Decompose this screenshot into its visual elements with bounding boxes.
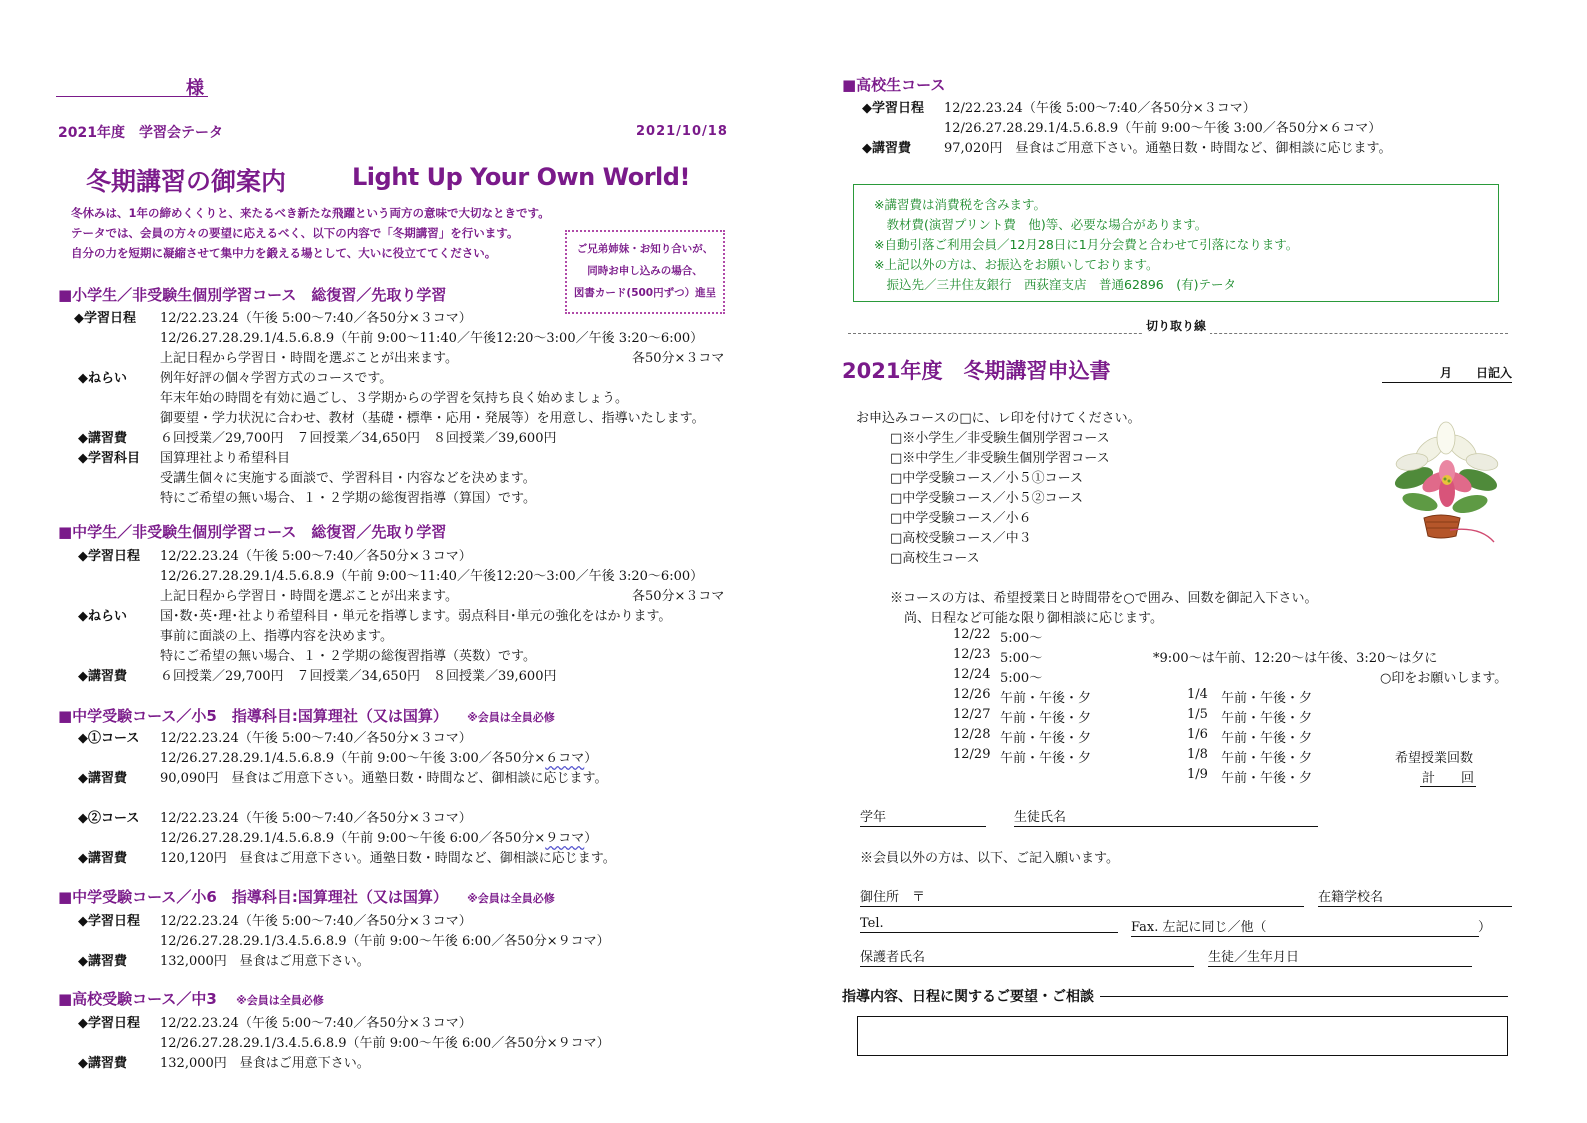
schedule-date: 12/28 bbox=[953, 727, 991, 742]
guardian-name-field[interactable] bbox=[860, 946, 1194, 967]
addressee-sama: 様 bbox=[186, 78, 204, 99]
schedule-text: 12/22.23.24（午後 5:00～7:40／各50分×３コマ） bbox=[160, 549, 472, 564]
fax-paren-close: ） bbox=[1478, 920, 1492, 935]
label-schedule: ◆学習日程 bbox=[74, 311, 136, 326]
schedule-date: 12/27 bbox=[953, 707, 991, 722]
schedule-text: 12/22.23.24（午後 5:00～7:40／各50分×３コマ） bbox=[160, 1016, 472, 1031]
subject-text: 受講生個々に実施する面談で、学習科目・内容などを決めます。 bbox=[160, 471, 536, 486]
form-note: ※コースの方は、希望授業日と時間帯を○で囲み、回数を御記入下さい。 bbox=[890, 591, 1318, 606]
form-instruction: お申込みコースの□に、レ印を付けてください。 bbox=[856, 411, 1141, 426]
fee-note: ※自動引落ご利用会員／12月28日に1月分会費と合わせて引落になります。 bbox=[874, 237, 1299, 252]
form-title: 2021年度 冬期講習申込書 bbox=[842, 359, 1111, 383]
grade-label: 学年 bbox=[860, 810, 887, 825]
schedule-date: 1/8 bbox=[1187, 747, 1208, 762]
label-fee: ◆講習費 bbox=[78, 669, 127, 684]
section-heading-elementary: ■小学生／非受験生個別学習コース 総復習／先取り学習 bbox=[58, 286, 447, 304]
date-fill-field[interactable]: 月 日記入 bbox=[1382, 364, 1512, 383]
student-name-field[interactable] bbox=[1014, 806, 1318, 827]
fax-field[interactable] bbox=[1131, 916, 1479, 937]
page-title-jp: 冬期講習の御案内 bbox=[86, 167, 287, 196]
schedule-slot[interactable]: 午前・午後・夕 bbox=[1000, 691, 1092, 706]
schedule-text bbox=[160, 747, 597, 766]
required-note: ※会員は全員必修 bbox=[236, 994, 324, 1007]
schedule-date: 1/6 bbox=[1187, 727, 1208, 742]
section-heading-high-school: ■高校生コース bbox=[842, 76, 946, 94]
schedule-slot[interactable]: 5:00～ bbox=[1000, 671, 1043, 686]
label-subject: ◆学習科目 bbox=[78, 451, 140, 466]
heading-text: ■中学受験コース／小6 指導科目:国算理社（又は国算） bbox=[58, 888, 448, 906]
fee-note: ※上記以外の方は、お振込をお願いしております。 bbox=[874, 257, 1159, 272]
fee-note: 教材費(演習プリント費 他)等、必要な場合があります。 bbox=[874, 217, 1208, 232]
schedule-text-main: 12/26.27.28.29.1/4.5.6.8.9（午前 9:00～午後 3:00／各50分× bbox=[160, 751, 546, 766]
notice-line-3: 図書カード(500円ずつ）進呈 bbox=[573, 287, 717, 299]
school-label: 在籍学校名 bbox=[1318, 890, 1384, 905]
intro-line-3: 自分の力を短期に凝縮させて集中力を鍛える場として、大いに役立ててください。 bbox=[71, 246, 497, 260]
schedule-text: 12/26.27.28.29.1/3.4.5.6.8.9（午前 9:00～午後 6:00／各50分×９コマ） bbox=[160, 934, 610, 949]
schedule-text bbox=[160, 827, 597, 846]
course-checkbox[interactable]: □高校受験コース／中３ bbox=[890, 531, 1032, 546]
label-course-1: ◆①コース bbox=[78, 731, 140, 746]
section-heading-jhs-exam-5 bbox=[58, 705, 555, 726]
label-schedule: ◆学習日程 bbox=[862, 101, 924, 116]
schedule-date: 1/9 bbox=[1187, 767, 1208, 782]
schedule-text: 各50分×３コマ bbox=[632, 589, 725, 604]
schedule-date: 1/4 bbox=[1187, 687, 1208, 702]
tel-label: Tel. bbox=[860, 916, 884, 931]
schedule-slot[interactable]: 午前・午後・夕 bbox=[1221, 691, 1313, 706]
schedule-text: 12/26.27.28.29.1/3.4.5.6.8.9（午前 9:00～午後 6:00／各50分×９コマ） bbox=[160, 1036, 610, 1051]
course-checkbox[interactable]: □高校生コース bbox=[890, 551, 980, 566]
schedule-slot[interactable]: 午前・午後・夕 bbox=[1221, 751, 1313, 766]
address-field[interactable] bbox=[860, 886, 1304, 907]
heading-text: ■高校受験コース／中3 bbox=[58, 990, 217, 1008]
label-schedule: ◆学習日程 bbox=[78, 549, 140, 564]
schedule-text: 12/26.27.28.29.1/4.5.6.8.9（午前 9:00～11:40／午後12:20～3:00／午後 3:20～6:00） bbox=[160, 569, 704, 584]
time-note: ○印をお願いします。 bbox=[1380, 671, 1508, 686]
koma-count: ９コマ bbox=[545, 831, 585, 846]
schedule-text: 12/22.23.24（午後 5:00～7:40／各50分×３コマ） bbox=[944, 101, 1256, 116]
time-note: *9:00～は午前、12:20～は午後、3:20～は夕に bbox=[1153, 651, 1438, 666]
fee-text: ６回授業／29,700円 ７回授業／34,650円 ８回授業／39,600円 bbox=[160, 431, 557, 446]
schedule-slot[interactable]: 午前・午後・夕 bbox=[1000, 711, 1092, 726]
schedule-text: 上記日程から学習日・時間を選ぶことが出来ます。 bbox=[160, 589, 458, 604]
schedule-text: 12/22.23.24（午後 5:00～7:40／各50分×３コマ） bbox=[160, 311, 472, 326]
aim-text: 特にご希望の無い場合、１・２学期の総復習指導（英数）です。 bbox=[160, 649, 536, 664]
aim-text: 事前に面談の上、指導内容を決めます。 bbox=[160, 629, 393, 644]
intro-line-2: テータでは、会員の方々の要望に応えるべく、以下の内容で「冬期講習」を行います。 bbox=[71, 226, 519, 240]
schedule-text: 12/26.27.28.29.1/4.5.6.8.9（午前 9:00～11:40／午後12:20～3:00／午後 3:20～6:00） bbox=[160, 331, 704, 346]
schedule-text: 12/22.23.24（午後 5:00～7:40／各50分×３コマ） bbox=[160, 731, 472, 746]
course-checkbox[interactable]: □中学受験コース／小５①コース bbox=[890, 471, 1083, 486]
notice-line-1: ご兄弟姉妹・お知り合いが、 bbox=[576, 243, 714, 255]
label-fee: ◆講習費 bbox=[78, 1056, 127, 1071]
lesson-count-label: 希望授業回数 bbox=[1395, 751, 1474, 766]
label-course-2: ◆②コース bbox=[78, 811, 140, 826]
address-label: 御住所 〒 bbox=[860, 890, 926, 905]
label-schedule: ◆学習日程 bbox=[78, 914, 140, 929]
fee-text: 97,020円 昼食はご用意下さい。通塾日数・時間など、御相談に応じます。 bbox=[944, 141, 1392, 156]
schedule-text: 12/26.27.28.29.1/4.5.6.8.9（午前 9:00～午後 3:00／各50分×６コマ） bbox=[944, 121, 1382, 136]
heading-text: ■中学受験コース／小5 指導科目:国算理社（又は国算） bbox=[58, 707, 448, 725]
label-fee: ◆講習費 bbox=[78, 851, 127, 866]
schedule-slot[interactable]: 午前・午後・夕 bbox=[1000, 751, 1092, 766]
birthday-label: 生徒／生年月日 bbox=[1208, 950, 1300, 965]
paren-close: ） bbox=[584, 751, 598, 766]
schedule-slot[interactable]: 5:00～ bbox=[1000, 651, 1043, 666]
schedule-text: 12/22.23.24（午後 5:00～7:40／各50分×３コマ） bbox=[160, 811, 472, 826]
fee-note: ※講習費は消費税を含みます。 bbox=[874, 197, 1046, 212]
subject-text: 特にご希望の無い場合、１・２学期の総復習指導（算国）です。 bbox=[160, 491, 536, 506]
birthday-field[interactable] bbox=[1208, 946, 1472, 967]
sibling-notice-box bbox=[565, 230, 725, 314]
schedule-text: 12/22.23.24（午後 5:00～7:40／各50分×３コマ） bbox=[160, 914, 472, 929]
fee-text: 120,120円 昼食はご用意下さい。通塾日数・時間など、御相談に応じます。 bbox=[160, 851, 616, 866]
label-fee: ◆講習費 bbox=[78, 431, 127, 446]
label-fee: ◆講習費 bbox=[78, 954, 127, 969]
schedule-text-main: 12/26.27.28.29.1/4.5.6.8.9（午前 9:00～午後 6:00／各50分× bbox=[160, 831, 546, 846]
subject-text: 国算理社より希望科目 bbox=[160, 451, 291, 466]
page-title-en: Light Up Your Own World! bbox=[352, 163, 690, 191]
schedule-date: 12/24 bbox=[953, 667, 991, 682]
section-heading-junior-high: ■中学生／非受験生個別学習コース 総復習／先取り学習 bbox=[58, 523, 447, 541]
issue-date: 2021/10/18 bbox=[636, 124, 728, 139]
course-checkbox[interactable]: □中学受験コース／小６ bbox=[890, 511, 1032, 526]
guardian-name-label: 保護者氏名 bbox=[860, 950, 926, 965]
fee-text: 132,000円 昼食はご用意下さい。 bbox=[160, 1056, 370, 1071]
schedule-text: 上記日程から学習日・時間を選ぶことが出来ます。 bbox=[160, 351, 458, 366]
required-note: ※会員は全員必修 bbox=[467, 892, 555, 905]
required-note: ※会員は全員必修 bbox=[467, 711, 555, 724]
school-field[interactable] bbox=[1318, 886, 1512, 907]
schedule-slot[interactable]: 午前・午後・夕 bbox=[1221, 731, 1313, 746]
fee-note: 振込先／三井住友銀行 西荻窪支店 普通62896 (有)テータ bbox=[874, 277, 1237, 292]
course-checkbox[interactable]: □※中学生／非受験生個別学習コース bbox=[890, 451, 1110, 466]
schedule-date: 12/23 bbox=[953, 647, 991, 662]
tel-field[interactable] bbox=[860, 916, 1118, 933]
label-fee: ◆講習費 bbox=[862, 141, 911, 156]
course-checkbox[interactable]: □※小学生／非受験生個別学習コース bbox=[890, 431, 1110, 446]
aim-text: 年末年始の時間を有効に過ごし、３学期からの学習を気持ち良く始めましょう。 bbox=[160, 391, 629, 406]
schedule-date: 12/29 bbox=[953, 747, 991, 762]
label-aim: ◆ねらい bbox=[78, 609, 127, 624]
fax-label: Fax. 左記に同じ／他（ bbox=[1131, 920, 1267, 935]
aim-text: 御要望・学力状況に合わせ、教材（基礎・標準・応用・発展等）を用意し、指導いたします。 bbox=[160, 411, 705, 426]
course-checkbox[interactable]: □中学受験コース／小５②コース bbox=[890, 491, 1083, 506]
label-fee: ◆講習費 bbox=[78, 771, 127, 786]
koma-count: ６コマ bbox=[545, 751, 585, 766]
org-name: 2021年度 学習会テータ bbox=[58, 125, 223, 141]
schedule-slot[interactable]: 午前・午後・夕 bbox=[1221, 711, 1313, 726]
aim-text: 国･数･英･理･社より希望科目・単元を指導します。弱点科目･単元の強化をはかります。 bbox=[160, 609, 672, 624]
label-aim: ◆ねらい bbox=[78, 371, 127, 386]
cut-line-label: 切り取り線 bbox=[1142, 317, 1210, 334]
label-schedule: ◆学習日程 bbox=[78, 1016, 140, 1031]
section-heading-hs-exam bbox=[58, 988, 324, 1009]
fee-text: 90,090円 昼食はご用意下さい。通塾日数・時間など、御相談に応じます。 bbox=[160, 771, 608, 786]
schedule-date: 1/5 bbox=[1187, 707, 1208, 722]
fee-notes-box bbox=[853, 184, 1499, 302]
schedule-slot[interactable]: 5:00～ bbox=[1000, 631, 1043, 646]
fee-text: ６回授業／29,700円 ７回授業／34,650円 ８回授業／39,600円 bbox=[160, 669, 557, 684]
form-note: 尚、日程など可能な限り御相談に応じます。 bbox=[904, 611, 1163, 626]
paren-close: ） bbox=[584, 831, 598, 846]
lesson-count-field[interactable]: 計 回 bbox=[1420, 767, 1476, 787]
notice-line-2: 同時お申し込みの場合、 bbox=[587, 265, 703, 277]
schedule-date: 12/26 bbox=[953, 687, 991, 702]
aim-text: 例年好評の個々学習方式のコースです。 bbox=[160, 371, 393, 386]
fee-text: 132,000円 昼食はご用意下さい。 bbox=[160, 954, 370, 969]
section-heading-jhs-exam-6 bbox=[58, 886, 555, 907]
schedule-date: 12/22 bbox=[953, 627, 991, 642]
request-heading: 指導内容、日程に関するご要望・ご相談 bbox=[842, 986, 1100, 1006]
student-name-label: 生徒氏名 bbox=[1014, 810, 1067, 825]
schedule-text: 各50分×３コマ bbox=[632, 351, 725, 366]
nonmember-note: ※会員以外の方は、以下、ご記入願います。 bbox=[860, 851, 1119, 866]
request-textarea[interactable] bbox=[857, 1016, 1508, 1056]
poinsettia-illustration bbox=[1390, 418, 1504, 544]
grade-field[interactable] bbox=[860, 806, 986, 827]
schedule-slot[interactable]: 午前・午後・夕 bbox=[1000, 731, 1092, 746]
schedule-slot[interactable]: 午前・午後・夕 bbox=[1221, 771, 1313, 786]
intro-line-1: 冬休みは、1年の締めくくりと、来たるべき新たな飛躍という両方の意味で大切なときです。 bbox=[71, 206, 550, 220]
